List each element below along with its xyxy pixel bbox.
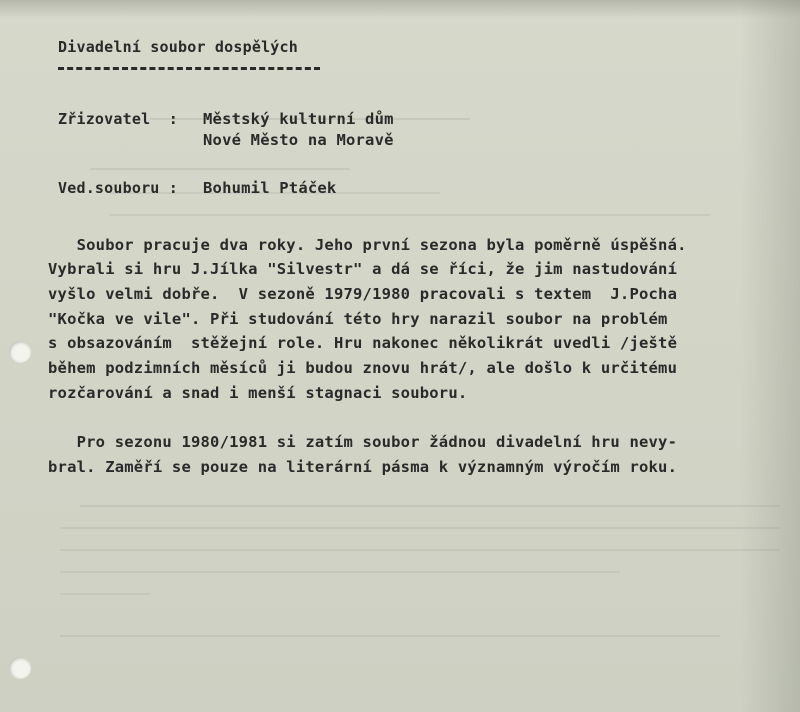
paragraph-line: s obsazováním stěžejní role. Hru nakonec několikrát uvedli /ještě — [48, 334, 678, 352]
paragraph-line: během podzimních měsíců ji budou znovu hrát/, ale došlo k určitému — [48, 359, 678, 377]
bleed-through-line — [80, 505, 780, 517]
bleed-through-line — [60, 571, 620, 583]
founder-line-2: Nové Město na Moravě — [203, 131, 394, 149]
paragraph-line: Pro sezonu 1980/1981 si zatím soubor žádnou divadelní hru nevy- — [48, 433, 678, 451]
paragraph-line: Vybrali si hru J.Jílka "Silvestr" a dá se říci, že jim nastudování — [48, 260, 678, 278]
title-underline — [58, 67, 320, 70]
bleed-through-line — [60, 635, 720, 647]
punch-hole — [9, 657, 31, 679]
bleed-through-line — [60, 593, 150, 605]
founder-label: Zřizovatel : — [58, 110, 178, 128]
paragraph-line: "Kočka ve vile". Při studování této hry narazil soubor na problém — [48, 310, 668, 328]
paragraph-line: bral. Zaměří se pouze na literární pásma k významným výročím roku. — [48, 458, 678, 476]
paragraph-line: vyšlo velmi dobře. V sezoně 1979/1980 pracovali s textem J.Pocha — [48, 285, 678, 303]
founder-line-1: Městský kulturní dům — [203, 110, 394, 128]
page-shadow-right — [740, 0, 800, 712]
bleed-through-line — [60, 549, 780, 561]
paragraph-line: Soubor pracuje dva roky. Jeho první sezona byla poměrně úspěšná. — [48, 236, 687, 254]
page-title: Divadelní soubor dospělých — [58, 38, 298, 56]
bleed-through-line — [60, 527, 780, 539]
punch-hole — [9, 341, 31, 363]
leader-label: Ved.souboru : — [58, 179, 178, 197]
page-shadow-top — [0, 0, 800, 18]
paragraph-line: rozčarování a snad i menší stagnaci souboru. — [48, 384, 468, 402]
leader-name: Bohumil Ptáček — [203, 179, 337, 197]
bleed-through-line — [110, 214, 710, 226]
